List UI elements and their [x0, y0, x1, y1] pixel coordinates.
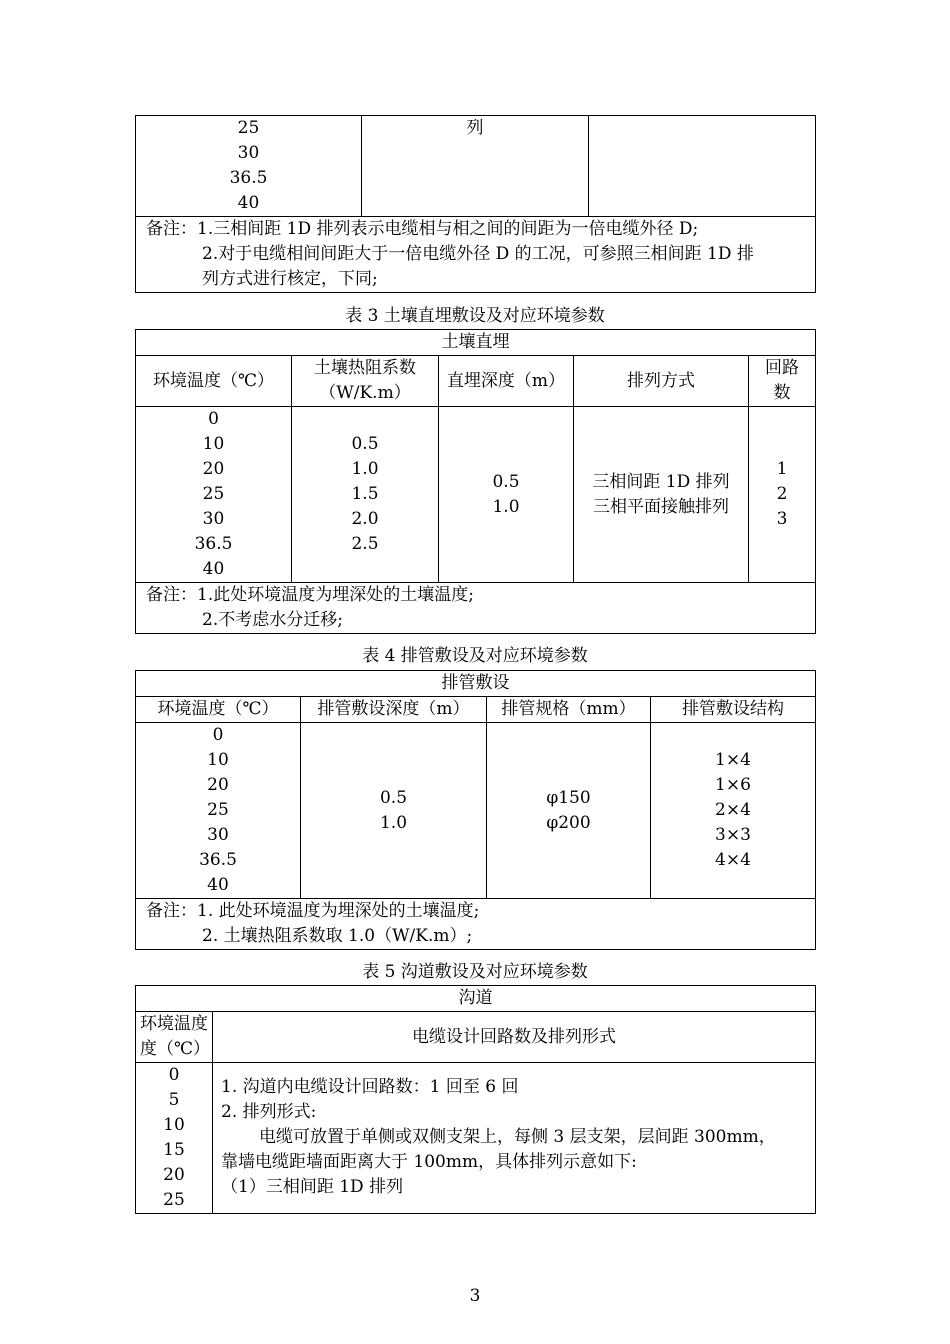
table3-loops: 1 2 3 — [749, 407, 816, 583]
table4-title: 排管敷设 — [136, 671, 816, 697]
table5-body: 1. 沟道内电缆设计回路数：1 回至 6 回 2. 排列形式: 电缆可放置于单侧或双侧支架上，每侧 3 层支架，层间距 300mm， 靠墙电缆距墙面距离大于 100mm，具体排列示意如下: （1）三相间距 1D 排列 — [213, 1063, 816, 1214]
page-number: 3 — [469, 1286, 481, 1306]
table5-caption: 表 5 沟道敷设及对应环境参数 — [362, 962, 588, 982]
temp-value: 40 — [237, 193, 260, 213]
table3-temps: 0 10 20 25 30 36.5 40 — [136, 407, 292, 583]
table2-notes — [136, 217, 816, 293]
table3-notes: 备注：1.此处环境温度为埋深处的土壤温度; 2.不考虑水分迁移; — [136, 583, 816, 634]
table3-header-temp: 环境温度（℃） — [136, 356, 292, 407]
table3-header-resist: 土壤热阻系数 （W/K.m） — [292, 356, 439, 407]
table3-arrange: 三相间距 1D 排列 三相平面接触排列 — [574, 407, 749, 583]
table4-header-depth: 排管敷设深度（m） — [301, 697, 487, 723]
table5-temps: 0 5 10 15 20 25 — [136, 1063, 213, 1214]
table3-depth: 0.5 1.0 — [439, 407, 574, 583]
table2-temp-cell — [136, 116, 362, 217]
table3 — [135, 329, 816, 634]
table4-struct: 1×4 1×6 2×4 3×3 4×4 — [651, 723, 816, 899]
table5-title: 沟道 — [136, 986, 816, 1012]
table2-arrange-cell: 列 — [362, 116, 589, 217]
note-line: 列方式进行核定，下同; — [202, 269, 378, 289]
table5 — [135, 985, 816, 1214]
table4-caption: 表 4 排管敷设及对应环境参数 — [362, 646, 588, 666]
temp-value: 25 — [237, 118, 260, 138]
table3-caption: 表 3 土壤直埋敷设及对应环境参数 — [345, 306, 605, 326]
table4-header-struct: 排管敷设结构 — [651, 697, 816, 723]
table5-header-desc: 电缆设计回路数及排列形式 — [213, 1012, 816, 1063]
table4-header-spec: 排管规格（mm） — [487, 697, 651, 723]
table4-depth: 0.5 1.0 — [301, 723, 487, 899]
table3-header-loops: 回路 数 — [749, 356, 816, 407]
table4-spec: φ150 φ200 — [487, 723, 651, 899]
table5-header-temp: 环境温度 度（℃） — [136, 1012, 213, 1063]
table3-title: 土壤直埋 — [136, 330, 816, 356]
table3-header-depth: 直埋深度（m） — [439, 356, 574, 407]
table4-temps: 0 10 20 25 30 36.5 40 — [136, 723, 301, 899]
temp-value: 36.5 — [229, 168, 268, 188]
table2-empty-cell — [589, 116, 816, 217]
table2-continuation — [135, 115, 816, 293]
note-line: 备注：1.三相间距 1D 排列表示电缆相与相之间的间距为一倍电缆外径 D; — [146, 219, 699, 239]
table4-notes: 备注：1. 此处环境温度为埋深处的土壤温度; 2. 土壤热阻系数取 1.0（W/K.m）; — [136, 899, 816, 950]
table3-resist: 0.5 1.0 1.5 2.0 2.5 — [292, 407, 439, 583]
temp-value: 30 — [237, 143, 260, 163]
table4-header-temp: 环境温度（℃） — [136, 697, 301, 723]
table3-header-arrange: 排列方式 — [574, 356, 749, 407]
table4 — [135, 670, 816, 950]
note-line: 2.对于电缆相间间距大于一倍电缆外径 D 的工况，可参照三相间距 1D 排 — [202, 244, 754, 264]
